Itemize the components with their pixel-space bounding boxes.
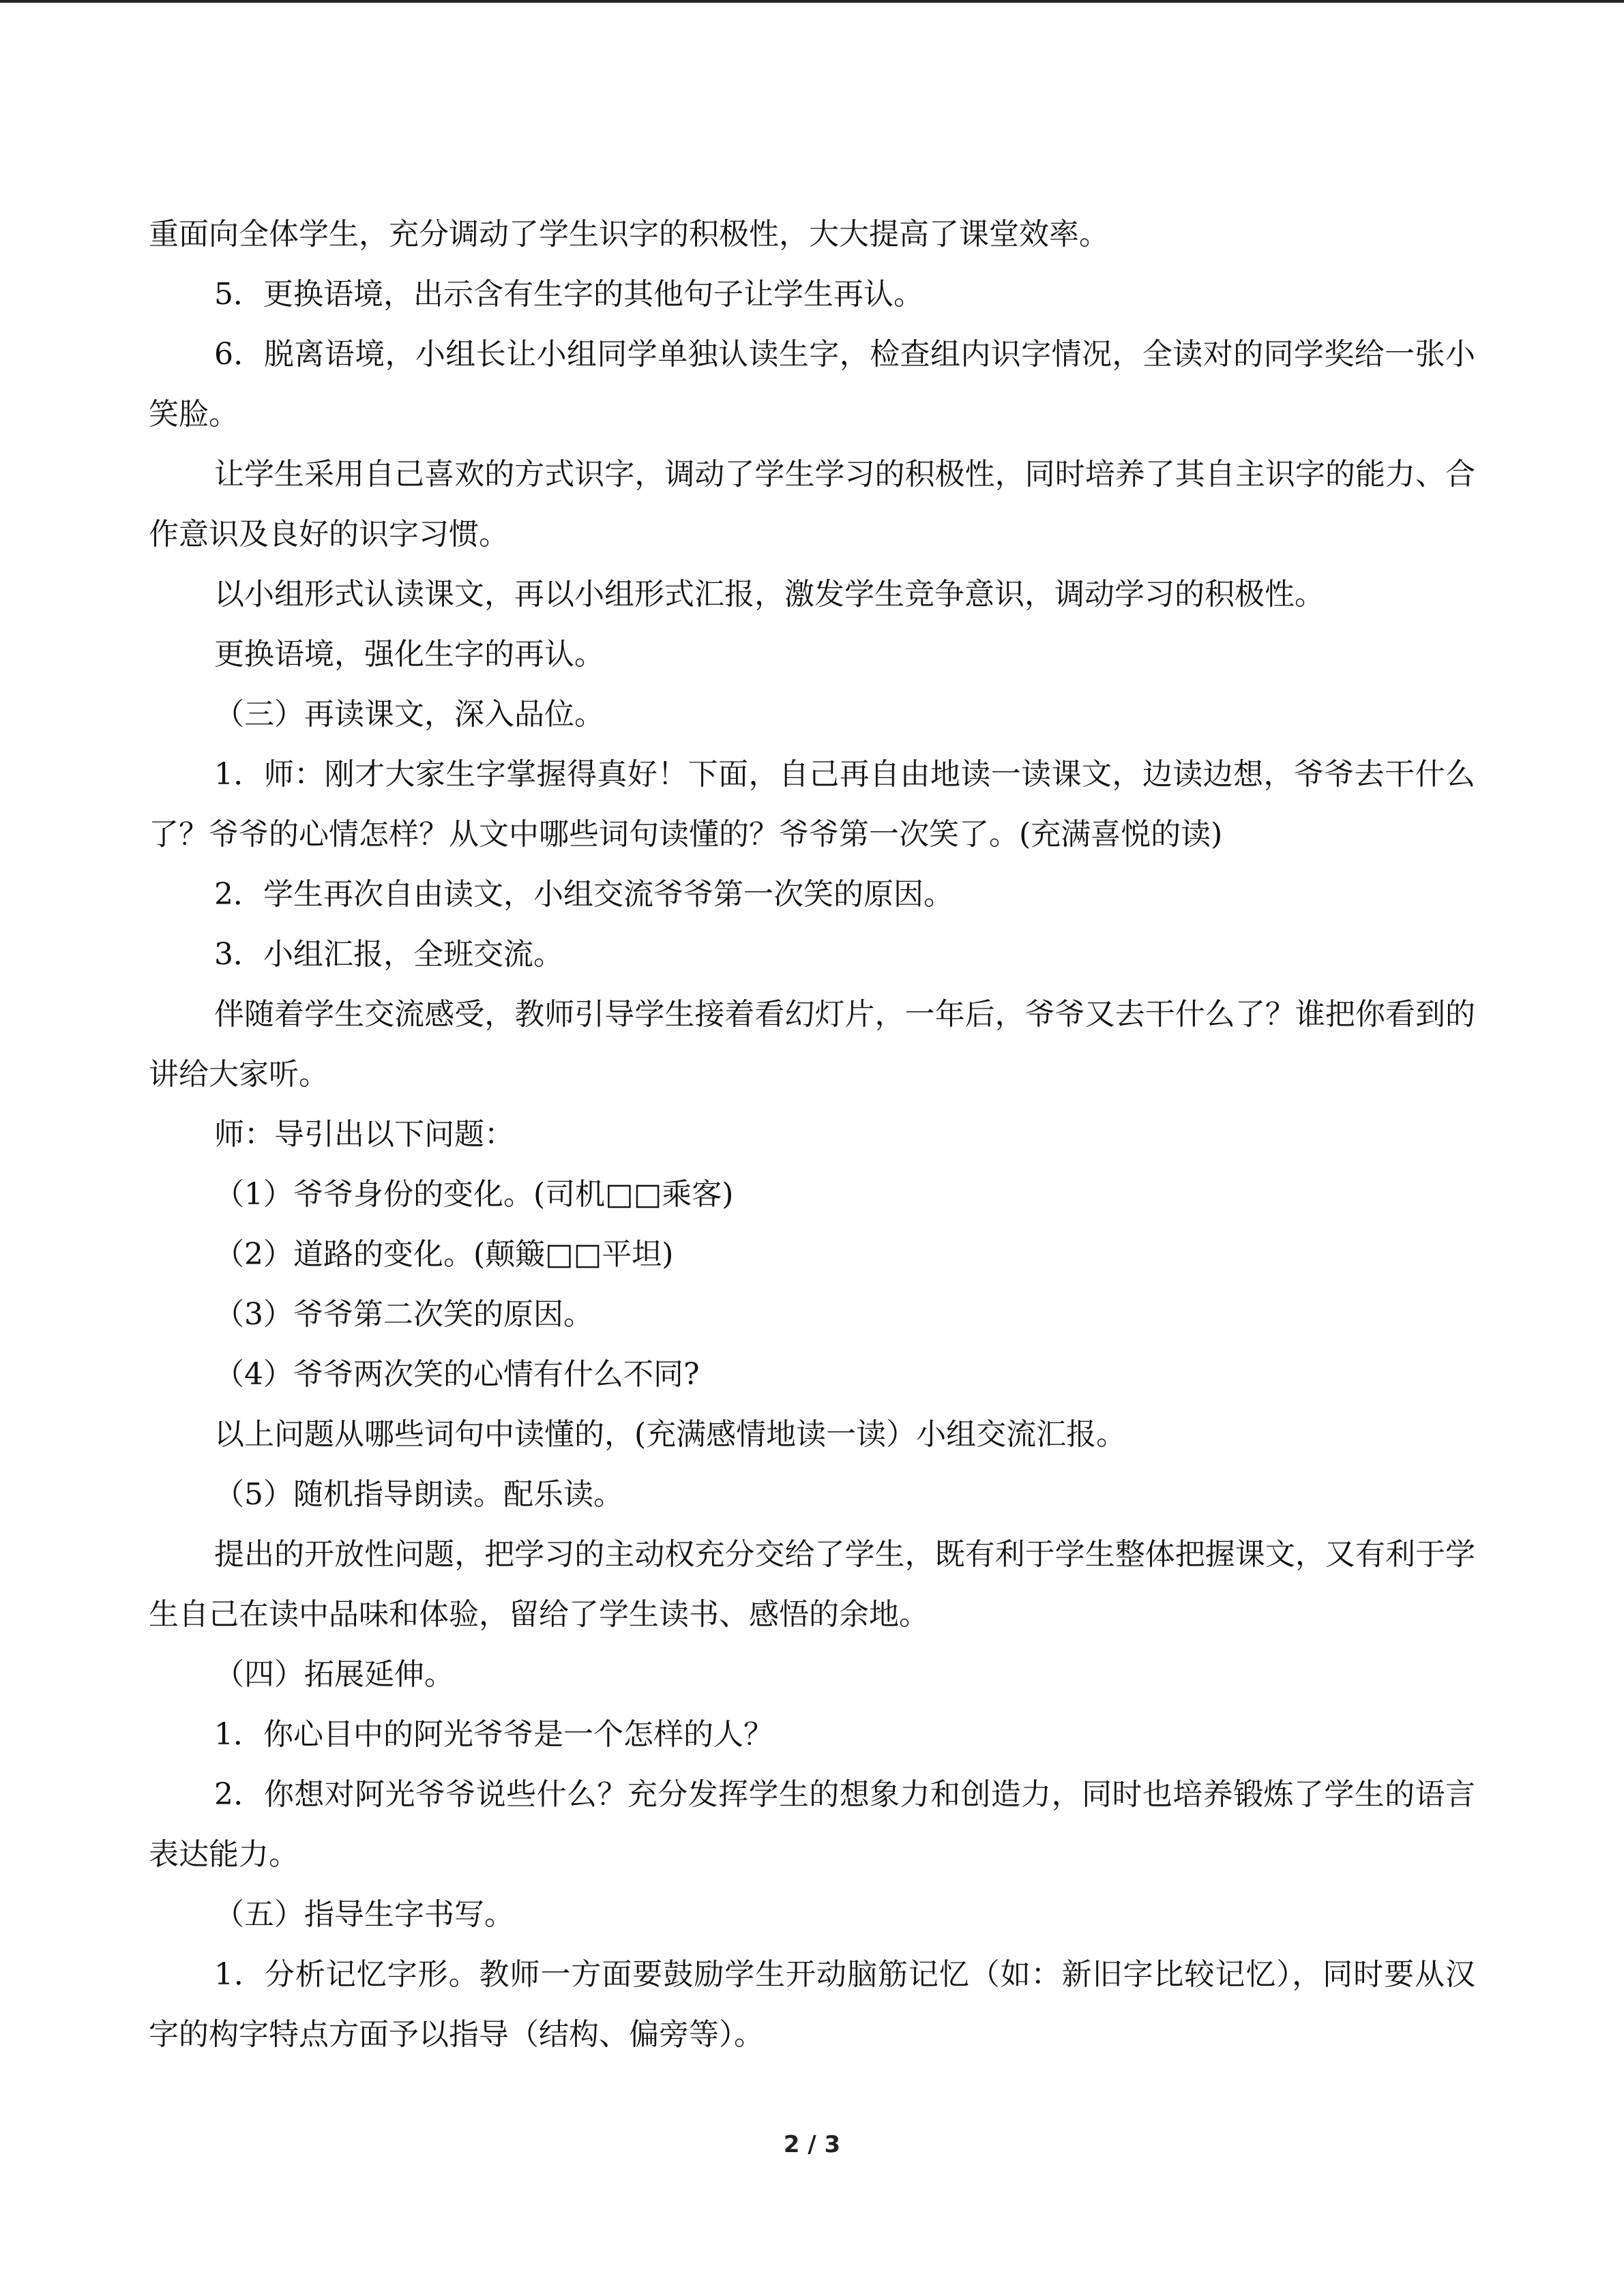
document-body [149,205,1475,2065]
top-border-line [0,0,1624,3]
paragraph: 以上问题从哪些词句中读懂的，(充满感情地读一读）小组交流汇报。 [214,1417,1127,1452]
paragraph: 更换语境，强化生字的再认。 [214,637,604,672]
section-heading: （四）拓展延伸。 [214,1657,454,1692]
paragraph: 以小组形式认读课文，再以小组形式汇报，激发学生竞争意识，调动学习的积极性。 [214,577,1325,612]
list-item: （1）爷爷身份的变化。(司机□□乘客) [214,1177,734,1212]
list-item: （4）爷爷两次笑的心情有什么不同? [214,1357,700,1392]
paragraph: 师：导引出以下问题： [214,1117,514,1152]
list-item: （2）道路的变化。(颠簸□□平坦) [214,1237,674,1272]
section-heading: （三）再读课文，深入品位。 [214,697,604,732]
paragraph: 让学生采用自己喜欢的方式识字，调动了学生学习的积极性，同时培养了其自主识字的能力、合作意识及良好的识字习惯。 [149,457,1475,552]
paragraph: 3．小组汇报，全班交流。 [214,937,563,972]
paragraph: 伴随着学生交流感受，教师引导学生接着看幻灯片，一年后，爷爷又去干什么了？谁把你看到的讲给大家听。 [149,997,1475,1092]
paragraph: 2．你想对阿光爷爷说些什么？充分发挥学生的想象力和创造力，同时也培养锻炼了学生的语言表达能力。 [149,1777,1475,1872]
paragraph: 1．分析记忆字形。教师一方面要鼓励学生开动脑筋记忆（如：新旧字比较记忆），同时要从汉字的构字特点方面予以指导（结构、偏旁等）。 [149,1957,1475,2052]
paragraph: 1．师：刚才大家生字掌握得真好！下面，自己再自由地读一读课文，边读边想，爷爷去干什么了？爷爷的心情怎样？从文中哪些词句读懂的？爷爷第一次笑了。(充满喜悦的读) [149,757,1475,852]
paragraph: 6．脱离语境，小组长让小组同学单独认读生字，检查组内识字情况，全读对的同学奖给一张小笑脸。 [149,337,1475,432]
list-item: （3）爷爷第二次笑的原因。 [214,1297,593,1332]
list-item: （5）随机指导朗读。配乐读。 [214,1477,623,1512]
paragraph: 2．学生再次自由读文，小组交流爷爷第一次笑的原因。 [214,877,954,912]
page-number: 2 / 3 [783,2131,841,2158]
paragraph: 提出的开放性问题，把学习的主动权充分交给了学生，既有利于学生整体把握课文，又有利于学生自己在读中品味和体验，留给了学生读书、感悟的余地。 [149,1537,1475,1632]
paragraph: 1．你心目中的阿光爷爷是一个怎样的人？ [214,1717,773,1752]
section-heading: （五）指导生字书写。 [214,1897,514,1932]
paragraph: 5．更换语境，出示含有生字的其他句子让学生再认。 [214,277,924,312]
paragraph: 重面向全体学生，充分调动了学生识字的积极性，大大提高了课堂效率。 [149,217,1109,252]
